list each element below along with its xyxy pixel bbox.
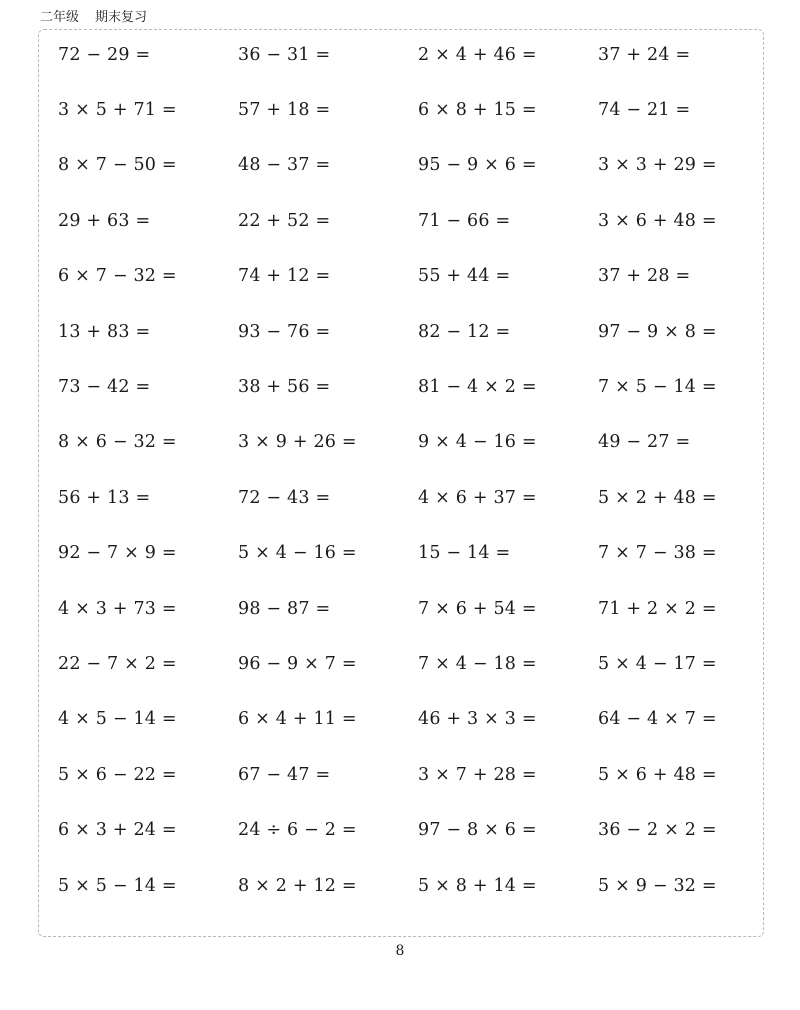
arithmetic-problem: 5 × 8 + 14 = <box>418 875 537 896</box>
arithmetic-problem: 7 × 5 − 14 = <box>598 377 717 398</box>
problem-row <box>58 747 778 802</box>
arithmetic-problem: 5 × 4 − 17 = <box>598 653 717 674</box>
arithmetic-problem: 8 × 7 − 50 = <box>58 155 177 176</box>
arithmetic-problem: 71 + 2 × 2 = <box>598 598 717 619</box>
problem-row <box>58 636 778 691</box>
arithmetic-problem: 67 − 47 = <box>238 764 331 785</box>
arithmetic-problem: 74 − 21 = <box>598 100 691 121</box>
grade-label: 二年级 <box>40 10 80 25</box>
arithmetic-problem: 97 − 9 × 8 = <box>598 321 717 342</box>
arithmetic-problem: 36 − 2 × 2 = <box>598 820 717 841</box>
arithmetic-problem: 8 × 6 − 32 = <box>58 432 177 453</box>
arithmetic-problem: 5 × 9 − 32 = <box>598 875 717 896</box>
arithmetic-problem: 7 × 6 + 54 = <box>418 598 537 619</box>
arithmetic-problem: 98 − 87 = <box>238 598 331 619</box>
problem-row <box>58 526 778 581</box>
arithmetic-problem: 81 − 4 × 2 = <box>418 377 537 398</box>
arithmetic-problem: 55 + 44 = <box>418 266 511 287</box>
arithmetic-problem: 6 × 7 − 32 = <box>58 266 177 287</box>
arithmetic-problem: 64 − 4 × 7 = <box>598 709 717 730</box>
arithmetic-problem: 5 × 6 − 22 = <box>58 764 177 785</box>
arithmetic-problem: 37 + 28 = <box>598 266 691 287</box>
arithmetic-problem: 29 + 63 = <box>58 210 151 231</box>
problem-row <box>58 415 778 470</box>
arithmetic-problem: 24 ÷ 6 − 2 = <box>238 820 357 841</box>
arithmetic-problem: 82 − 12 = <box>418 321 511 342</box>
arithmetic-problem: 97 − 8 × 6 = <box>418 820 537 841</box>
arithmetic-problem: 5 × 2 + 48 = <box>598 487 717 508</box>
problem-row <box>58 581 778 636</box>
arithmetic-problem: 5 × 4 − 16 = <box>238 543 357 564</box>
arithmetic-problem: 72 − 43 = <box>238 487 331 508</box>
problem-row <box>58 27 778 82</box>
arithmetic-problem: 3 × 6 + 48 = <box>598 210 717 231</box>
arithmetic-problem: 6 × 4 + 11 = <box>238 709 357 730</box>
arithmetic-problem: 2 × 4 + 46 = <box>418 44 537 65</box>
arithmetic-problem: 93 − 76 = <box>238 321 331 342</box>
page-header <box>40 6 147 25</box>
arithmetic-problem: 96 − 9 × 7 = <box>238 653 357 674</box>
arithmetic-problem: 46 + 3 × 3 = <box>418 709 537 730</box>
arithmetic-problem: 22 − 7 × 2 = <box>58 653 177 674</box>
arithmetic-problem: 48 − 37 = <box>238 155 331 176</box>
arithmetic-problem: 56 + 13 = <box>58 487 151 508</box>
arithmetic-problem: 13 + 83 = <box>58 321 151 342</box>
arithmetic-problem: 36 − 31 = <box>238 44 331 65</box>
arithmetic-problem: 7 × 4 − 18 = <box>418 653 537 674</box>
arithmetic-problem: 6 × 3 + 24 = <box>58 820 177 841</box>
arithmetic-problem: 73 − 42 = <box>58 377 151 398</box>
arithmetic-problem: 71 − 66 = <box>418 210 511 231</box>
arithmetic-problem: 7 × 7 − 38 = <box>598 543 717 564</box>
arithmetic-problem: 4 × 5 − 14 = <box>58 709 177 730</box>
arithmetic-problem: 5 × 5 − 14 = <box>58 875 177 896</box>
arithmetic-problem: 49 − 27 = <box>598 432 691 453</box>
problem-row <box>58 82 778 137</box>
problem-row <box>58 304 778 359</box>
problem-row <box>58 138 778 193</box>
problem-row <box>58 249 778 304</box>
problem-row <box>58 692 778 747</box>
problem-row <box>58 470 778 525</box>
problem-row <box>58 858 778 913</box>
page-number: 8 <box>395 943 405 959</box>
arithmetic-problem: 15 − 14 = <box>418 543 511 564</box>
arithmetic-problem: 74 + 12 = <box>238 266 331 287</box>
arithmetic-problem: 72 − 29 = <box>58 44 151 65</box>
problem-row <box>58 359 778 414</box>
arithmetic-problem: 4 × 3 + 73 = <box>58 598 177 619</box>
problem-grid <box>58 40 778 913</box>
arithmetic-problem: 3 × 5 + 71 = <box>58 100 177 121</box>
arithmetic-problem: 3 × 9 + 26 = <box>238 432 357 453</box>
arithmetic-problem: 37 + 24 = <box>598 44 691 65</box>
arithmetic-problem: 92 − 7 × 9 = <box>58 543 177 564</box>
arithmetic-problem: 8 × 2 + 12 = <box>238 875 357 896</box>
arithmetic-problem: 3 × 3 + 29 = <box>598 155 717 176</box>
arithmetic-problem: 9 × 4 − 16 = <box>418 432 537 453</box>
arithmetic-problem: 22 + 52 = <box>238 210 331 231</box>
worksheet-title: 期末复习 <box>95 10 148 25</box>
arithmetic-problem: 3 × 7 + 28 = <box>418 764 537 785</box>
problem-row <box>58 802 778 857</box>
arithmetic-problem: 95 − 9 × 6 = <box>418 155 537 176</box>
arithmetic-problem: 38 + 56 = <box>238 377 331 398</box>
arithmetic-problem: 57 + 18 = <box>238 100 331 121</box>
arithmetic-problem: 5 × 6 + 48 = <box>598 764 717 785</box>
problem-row <box>58 193 778 248</box>
arithmetic-problem: 6 × 8 + 15 = <box>418 100 537 121</box>
arithmetic-problem: 4 × 6 + 37 = <box>418 487 537 508</box>
